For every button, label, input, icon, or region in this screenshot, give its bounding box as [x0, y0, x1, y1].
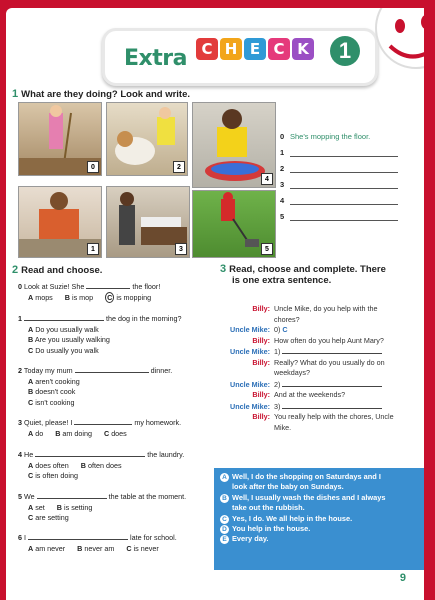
page-number: 9 [399, 572, 406, 584]
write-line-3[interactable]: 3 [280, 180, 398, 189]
write-line-2[interactable]: 2 [280, 164, 398, 173]
photo-boy-dishes [18, 186, 102, 258]
question-3: 3 Quiet, please! I my homework. A do B am doing C does [18, 418, 182, 438]
section-1-title: 1 What are they doing? Look and write. [12, 88, 191, 100]
section-2-title: 2 Read and choose. [12, 264, 103, 276]
answer-option-d: D You help in the house. [220, 524, 418, 534]
question-5: 5 We the table at the moment. A set B is setting C are setting [18, 492, 187, 522]
answer-option-a-cont: look after the baby on Sundays. [232, 482, 344, 492]
photo-number-tag: 1 [87, 243, 99, 255]
banner-extra-text: Extra [124, 46, 187, 71]
dialogue: Billy: Uncle Mike, do you help with the chores? Uncle Mike: 0) C Billy: How often do you help Aunt Mary? Uncle Mike: 1) Billy: Really? What do you usually do on weekdays? Uncle Mike: 2) Billy: And at the weekends? Uncle Mike: 3) Billy: You really help with the chores, Uncle Mike. [230, 304, 394, 432]
photo-girl-mopping [18, 102, 102, 176]
write-line-5[interactable]: 5 [280, 212, 398, 221]
photo-girl-laundry [192, 102, 276, 188]
photo-number-tag: 3 [175, 243, 187, 255]
write-line-0: 0 She's mopping the floor. [280, 132, 371, 141]
answer-option-e: E Every day. [220, 534, 418, 544]
check-letter: K [292, 38, 314, 60]
circled-answer: C [107, 292, 113, 302]
answer-option-a: A Well, I do the shopping on Saturdays and I [220, 472, 418, 482]
question-2: 2 Today my mum dinner. A aren't cooking B doesn't cook C isn't cooking [18, 366, 173, 407]
photo-number-tag: 4 [261, 173, 273, 185]
photo-number-tag: 5 [261, 243, 273, 255]
check-letter: C [268, 38, 290, 60]
workbook-page [6, 8, 424, 600]
question-4: 4 He the laundry. A does often B often does C is often doing [18, 450, 185, 480]
check-letter: H [220, 38, 242, 60]
section-3-title: 3 Read, choose and complete. There is one extra sentence. [220, 263, 386, 286]
check-letters [196, 38, 316, 60]
photo-number-tag: 2 [173, 161, 185, 173]
answer-option-c: C Yes, I do. We all help in the house. [220, 514, 418, 524]
question-1: 1 the dog in the morning? A Do you usually walk B Are you usually walking C Do usually you walk [18, 314, 182, 355]
check-letter: C [196, 38, 218, 60]
check-number-badge: 1 [330, 36, 360, 66]
answer-option-b: B Well, I usually wash the dishes and I always [220, 493, 418, 503]
write-line-4[interactable]: 4 [280, 196, 398, 205]
question-6: 6 I late for school. A am never B never am C is never [18, 533, 177, 553]
answer-option-b-cont: take out the rubbish. [232, 503, 305, 513]
photo-boy-bed [106, 186, 190, 258]
smiley-icon [368, 8, 424, 78]
write-line-1[interactable]: 1 [280, 148, 398, 157]
photo-number-tag: 0 [87, 161, 99, 173]
check-letter: E [244, 38, 266, 60]
photo-girl-mowing [192, 190, 276, 258]
answer-options-box [214, 468, 424, 570]
photo-boy-with-dog [106, 102, 188, 176]
question-0: 0 Look at Suzie! She the floor! A mops B is mop C is mopping [18, 282, 161, 302]
